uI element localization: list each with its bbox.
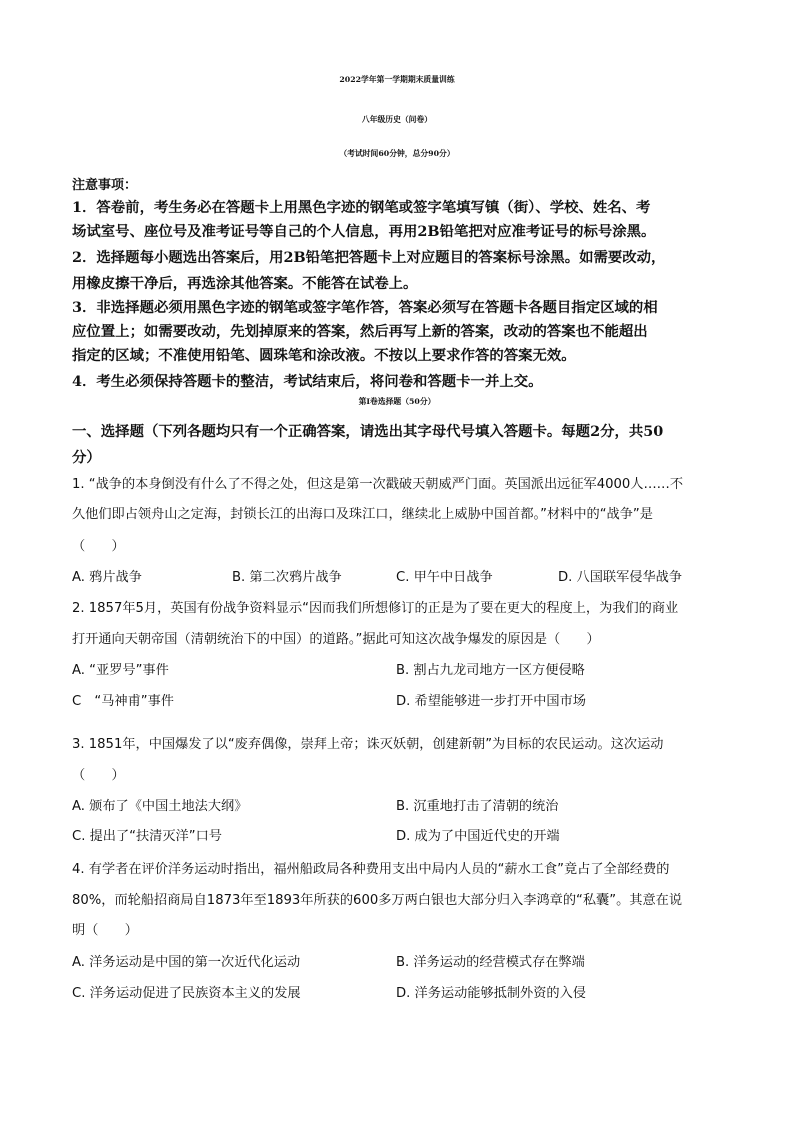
option-c: C. 提出了“扶清灭洋”口号 [72,829,222,844]
exam-subtitle: 八年级历史（问卷） [361,115,433,124]
notice-line: 指定的区域；不准使用铅笔、圆珠笔和涂改液。不按以上要求作答的答案无效。 [72,347,576,364]
option-b: B. 沉重地打击了清朝的统治 [396,799,559,814]
section-instruction: 一、选择题（下列各题均只有一个正确答案，请选出其字母代号填入答题卡。每题2分，共50 [72,423,664,440]
question-text: 2. 1857年5月，英国有份战争资料显示“因而我们所想修订的正是为了要在更大的程度上，为我们的商业 [72,601,679,616]
option-a: A. “亚罗号”事件 [72,663,169,678]
notice-line: 应位置上；如需要改动，先划掉原来的答案，然后再写上新的答案，改动的答案也不能超出 [72,323,648,340]
option-a: A. 颁布了《中国土地法大纲》 [72,799,248,814]
answer-blank: （ ） [72,768,125,783]
option-d: D. 洋务运动能够抵制外资的入侵 [396,986,586,1001]
question-text: 1. “战争的本身倒没有什么了不得之处，但这是第一次戳破天朝威严门面。英国派出远征军4000人……不 [72,477,684,492]
question-text: 4. 有学者在评价洋务运动时指出，福州船政局各种费用支出中局内人员的“薪水工食”竟占了全部经费的 [72,862,670,877]
notice-line: 1．答卷前，考生务必在答题卡上用黑色字迹的钢笔或签字笔填写镇（街）、学校、姓名、考 [72,199,651,216]
option-d: D. 希望能够进一步打开中国市场 [396,694,586,709]
exam-title: 2022学年第一学期期末质量训练 [339,75,455,84]
option-b: B. 洋务运动的经营模式存在弊端 [396,955,585,970]
notice-line: 2．选择题每小题选出答案后，用2B铅笔把答题卡上对应题目的答案标号涂黑。如需要改动， [72,249,666,266]
notice-line: 4．考生必须保持答题卡的整洁，考试结束后，将问卷和答题卡一并上交。 [72,373,543,390]
question-text: 久他们即占领舟山之定海，封锁长江的出海口及珠江口，继续北上威胁中国首都。”材料中的“战争”是 [72,507,653,522]
option-c: C. 甲午中日战争 [396,570,493,585]
question-text: 打开通向天朝帝国（清朝统治下的中国）的道路。”据此可知这次战争爆发的原因是（ ） [72,632,600,647]
notice-line: 场试室号、座位号及准考证号等自己的个人信息，再用2B铅笔把对应准考证号的标号涂黑。 [72,223,656,240]
option-c: C “马神甫”事件 [72,694,174,709]
option-b: B. 割占九龙司地方一区方便侵略 [396,663,585,678]
question-text: 80%，而轮船招商局自1873年至1893年所获的600多万两白银也大部分归入李鸿章的“私囊”。其意在说 [72,893,683,908]
question-text: 明（ ） [72,923,138,938]
option-d: D. 成为了中国近代史的开端 [396,829,560,844]
option-b: B. 第二次鸦片战争 [232,570,342,585]
option-d: D. 八国联军侵华战争 [558,570,683,585]
option-a: A. 鸦片战争 [72,570,142,585]
notice-line: 用橡皮擦干净后，再选涂其他答案。不能答在试卷上。 [72,275,418,292]
answer-blank: （ ） [72,539,125,554]
exam-time-info: （考试时间60分钟，总分90分） [339,149,455,158]
notice-line: 3．非选择题必须用黑色字迹的钢笔或签字笔作答，答案必须写在答题卡各题目指定区域的相 [72,299,658,316]
section-instruction-cont: 分） [72,449,101,466]
section-title: 第Ⅰ卷选择题（50分） [358,397,436,406]
option-c: C. 洋务运动促进了民族资本主义的发展 [72,986,301,1001]
question-text: 3. 1851年，中国爆发了以“废弃偶像，崇拜上帝；诛灭妖朝，创建新朝”为目标的农民运动。这次运动 [72,737,664,752]
notice-heading: 注意事项： [72,178,138,193]
option-a: A. 洋务运动是中国的第一次近代化运动 [72,955,301,970]
